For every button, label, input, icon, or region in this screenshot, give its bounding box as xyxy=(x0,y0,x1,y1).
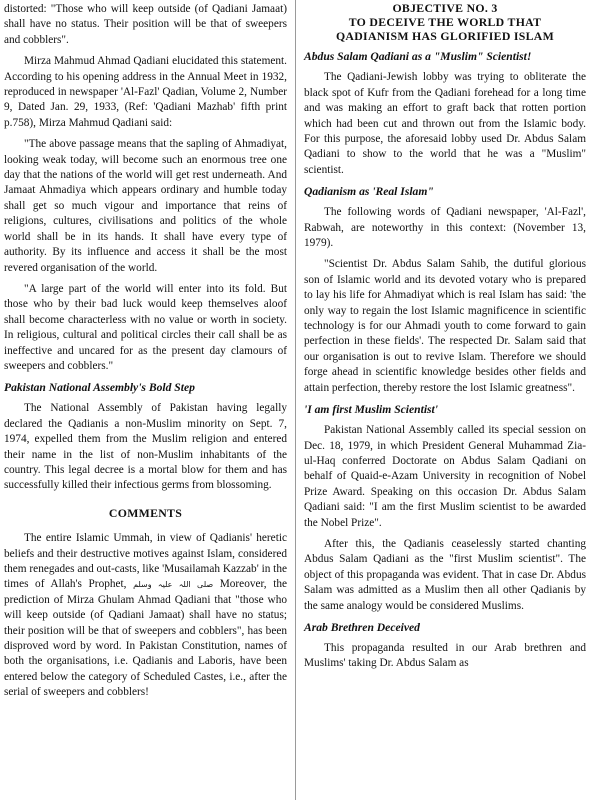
paragraph-text: Moreover, the prediction of Mirza Ghulam Ahmad Qadiani that "those who will keep outside (of Qadiani Jamaat) shall have no status; their position will be that of sweepers and cobblers", has been disproved word by word. In Pakistan Constitution, names of both the organisations, i.e. Qadianis and Laboris, have been entered below the category of Scheduled Castes, i.e., after the serial of sweepers and cobblers! xyxy=(4,578,288,699)
right-column xyxy=(304,2,586,678)
paragraph: After this, the Qadianis ceaselessly started chanting Abdus Salam Qadiani as the "first Muslim scientist". The object of this propaganda was evident. That in case Dr. Abdus Salam was admitted as a Muslim then all other Qadianis by the same analogy would be considered Muslims. xyxy=(304,537,586,612)
paragraph: The Qadiani-Jewish lobby was trying to obliterate the black spot of Kufr from the Qadiani forehead for a long time and was making an effort to graft back that rotten portion which had been cut and thrown out from the Islamic body. For this purpose, the aforesaid lobby used Dr. Abdus Salam Qadiani to show to the world that he was a "Muslim" scientist. xyxy=(304,71,586,176)
section-heading: Pakistan National Assembly's Bold Step xyxy=(4,381,195,395)
paragraph: Pakistan National Assembly called its special session on Dec. 18, 1979, in which President General Muhammad Zia-ul-Haq conferred Doctorate on Abdus Salam Qadiani on behalf of Quaid-e-Azam University in recognition of Nobel Prize Award. Speaking on this occasion Dr. Abdus Salam Qadiani said: "I am the first Muslim scientist to be awarded the Nobel Prize". xyxy=(304,424,586,529)
quote-paragraph: "The above passage means that the sapling of Ahmadiyat, looking weak today, will become such an enormous tree one day that the nations of the world will get rest underneath. And Jamaat Ahmadiya which appears ordinary and humble today shall get so much vigour and importance that reins of religions, cultures, civilisations and politics of the whole world shall be in its hands. It shall have every type of authority. By its influence and access it shall be the most revered organisation of the world. xyxy=(4,138,287,274)
objective-heading-line: TO DECEIVE THE WORLD THAT xyxy=(348,14,542,29)
quote-paragraph: "A large part of the world will enter into its fold. But those who by their bad luck would keep themselves aloof shall become characterless with no value or worth in society. In religious, cultural and political circles their call shall be as ineffective and uncared for as the present day clamours of sweepers and cobblers." xyxy=(4,282,287,372)
column-divider xyxy=(295,0,296,800)
paragraph: distorted: "Those who will keep outside (of Qadiani Jamaat) shall have no status. Their position will be that of sweepers and cobblers". xyxy=(4,3,287,46)
arabic-honorific: صلی اللہ علیہ وسلم xyxy=(133,580,214,590)
paragraph: The following words of Qadiani newspaper, 'Al-Fazl', Rabwah, are noteworthy in this context: (November 13, 1979). xyxy=(304,206,586,250)
section-heading: Abdus Salam Qadiani as a "Muslim" Scientist! xyxy=(304,50,532,64)
paragraph: Mirza Mahmud Ahmad Qadiani elucidated this statement. According to his opening address in the Annual Meet in 1932, reproduced in newspaper 'Al-Fazl' Qadian, Volume 2, Number 9, Dated Jan. 29, 1933, (Ref: 'Qadiani Mazhab' fifth print p.758), Mirza Mahmud Qadiani said: xyxy=(4,55,287,129)
paragraph: This propaganda resulted in our Arab brethren and Muslims' taking Dr. Abdus Salam as xyxy=(304,641,586,670)
paragraph: The National Assembly of Pakistan having legally declared the Qadianis a non-Muslim minority on Sept. 7, 1974, expelled them from the Muslim religion and entered their name in the list of non-Muslim inhabitants of the country. This legal decree is a mortal blow for them and has successfully killed their infectious germs from blossoming. xyxy=(4,402,287,492)
section-heading: 'I am first Muslim Scientist' xyxy=(304,403,439,417)
paragraph xyxy=(4,531,287,700)
section-heading: Arab Brethren Deceived xyxy=(304,620,420,634)
objective-heading xyxy=(304,2,586,43)
objective-heading-line: OBJECTIVE NO. 3 xyxy=(392,1,498,15)
quote-paragraph: "Scientist Dr. Abdus Salam Sahib, the dutiful glorious son of Islamic world and its devoted votary who is prepared to lay his life for Ahmadiyat which is real Islam has said: 'the only way to regain the lost Islamic magnificence in scientific technology is for our Ahmadi youth to come forward to gain perfection in these fields'. The respected Dr. Salam said that our organisation is out to revive Islam. Therefore we should forge ahead in scientific knowledge besides other fields and attain perfection, thereby restore the lost Islamic greatness". xyxy=(304,258,586,394)
paragraph-text: The entire Islamic Ummah, in view of Qadianis' heretic beliefs and their destructive motives against Islam, considered them renegades and out-casts, like 'Musailamah Kazzab' in the times of Allah's Prophet, xyxy=(4,532,287,591)
section-heading-comments: COMMENTS xyxy=(108,505,183,520)
left-column xyxy=(4,2,287,707)
section-heading: Qadianism as 'Real Islam" xyxy=(304,185,434,199)
objective-heading-line: QADIANISM HAS GLORIFIED ISLAM xyxy=(335,28,555,43)
